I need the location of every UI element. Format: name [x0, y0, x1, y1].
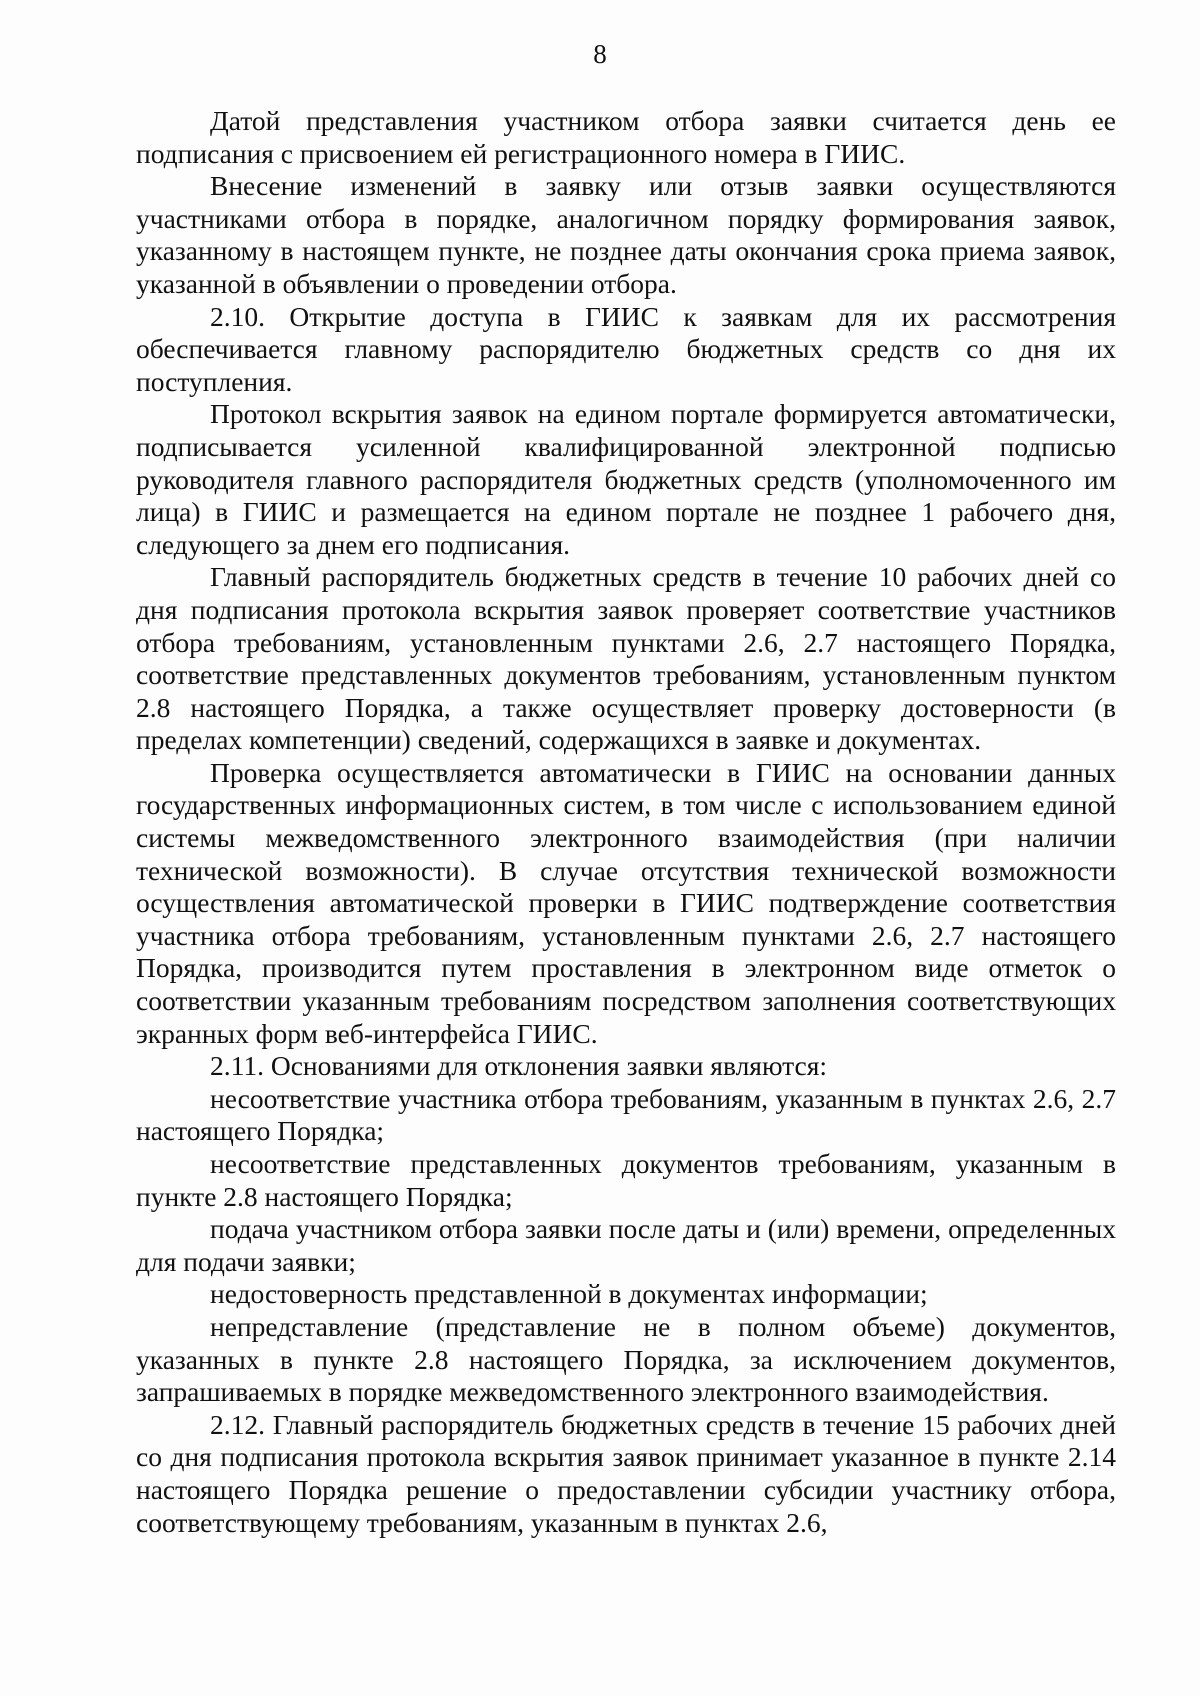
paragraph: 2.12. Главный распорядитель бюджетных средств в течение 15 рабочих дней со дня подписания протокола вскрытия заявок принимает указанное в пункте 2.14 настоящего Порядка решение о предоставлении субсидии участнику отбора, соответствующему требованиям, указанным в пунктах 2.6, — [136, 1408, 1116, 1538]
paragraph: Протокол вскрытия заявок на едином портале формируется автоматически, подписывается усиленной квалифицированной электронной подписью руководителя главного распорядителя бюджетных средств (уполномоченного им лица) в ГИИС и размещается на едином портале не позднее 1 рабочего дня, следующего за днем его подписания. — [136, 398, 1116, 560]
document-body — [136, 105, 1116, 1539]
paragraph: Внесение изменений в заявку или отзыв заявки осуществляются участниками отбора в порядке, аналогичном порядку формирования заявок, указанному в настоящем пункте, не позднее даты окончания срока приема заявок, указанной в объявлении о проведении отбора. — [136, 170, 1116, 299]
page-number: 8 — [593, 39, 607, 69]
paragraph: Датой представления участником отбора заявки считается день ее подписания с присвоением ей регистрационного номера в ГИИС. — [136, 105, 1116, 169]
paragraph: подача участником отбора заявки после даты и (или) времени, определенных для подачи заявки; — [136, 1213, 1116, 1277]
paragraph: 2.10. Открытие доступа в ГИИС к заявкам для их рассмотрения обеспечивается главному распорядителю бюджетных средств со дня их поступления. — [136, 300, 1116, 397]
paragraph: Главный распорядитель бюджетных средств в течение 10 рабочих дней со дня подписания протокола вскрытия заявок проверяет соответствие участников отбора требованиям, установленным пунктами 2.6, 2.7 настоящего Порядка, соответствие представленных документов требованиям, установленным пунктом 2.8 настоящего Порядка, а также осуществляет проверку достоверности (в пределах компетенции) сведений, содержащихся в заявке и документах. — [136, 561, 1116, 756]
paragraph: Проверка осуществляется автоматически в ГИИС на основании данных государственных информационных систем, в том числе с использованием единой системы межведомственного электронного взаимодействия (при наличии технической возможности). В случае отсутствия технической возможности осуществления автоматической проверки в ГИИС подтверждение соответствия участника отбора требованиям, установленным пунктами 2.6, 2.7 настоящего Порядка, производится путем проставления в электронном виде отметок о соответствии указанным требованиям посредством заполнения соответствующих экранных форм веб-интерфейса ГИИС. — [136, 756, 1116, 1049]
paragraph: несоответствие участника отбора требованиям, указанным в пунктах 2.6, 2.7 настоящего Порядка; — [136, 1082, 1116, 1147]
paragraph: непредставление (представление не в полном объеме) документов, указанных в пункте 2.8 настоящего Порядка, за исключением документов, запрашиваемых в порядке межведомственного электронного взаимодействия. — [136, 1310, 1116, 1408]
paragraph: 2.11. Основаниями для отклонения заявки являются: — [210, 1050, 827, 1082]
paragraph: недостоверность представленной в документах информации; — [210, 1278, 928, 1310]
paragraph: несоответствие представленных документов требованиям, указанным в пункте 2.8 настоящего Порядка; — [136, 1148, 1116, 1212]
